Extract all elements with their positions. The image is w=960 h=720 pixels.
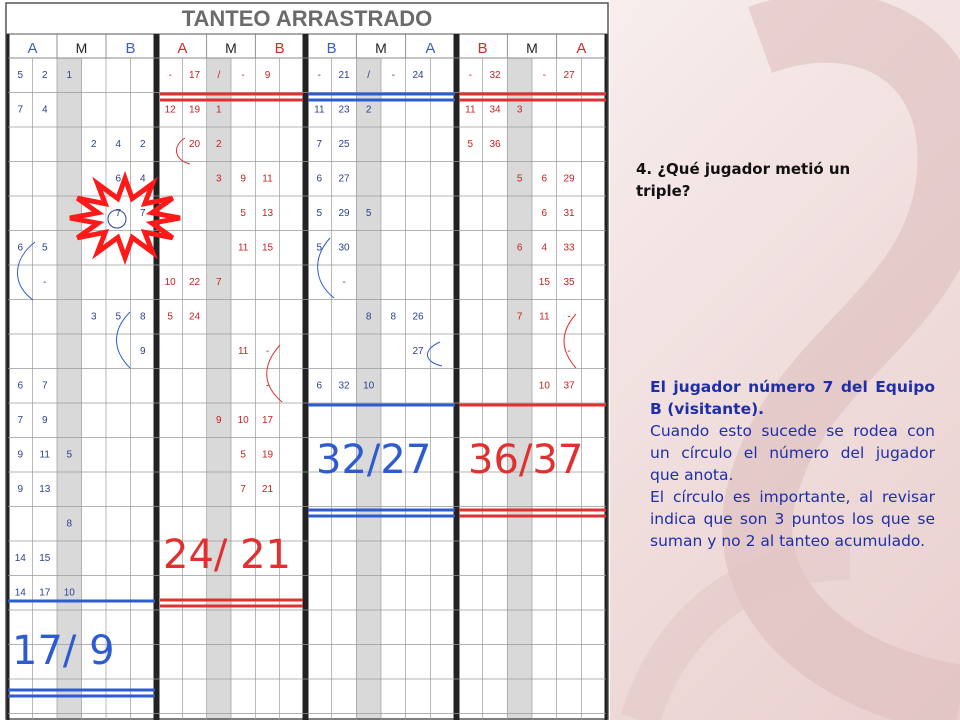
- column-header: B: [274, 40, 285, 57]
- score-cell: 10: [63, 587, 75, 599]
- score-cell: -: [317, 70, 322, 81]
- score-cell: 22: [188, 277, 201, 288]
- score-cell: 24: [412, 70, 424, 81]
- score-cell: -: [168, 70, 172, 81]
- score-cell: /: [217, 70, 221, 81]
- score-cell: 2: [139, 139, 146, 150]
- score-cell: 6: [316, 380, 323, 392]
- column-header: M: [375, 40, 387, 56]
- score-cell: 17: [39, 587, 51, 599]
- score-cell: 9: [216, 415, 222, 426]
- score-cell: 11: [237, 346, 249, 357]
- score-cell: 29: [338, 208, 350, 219]
- score-cell: 9: [139, 346, 146, 357]
- score-cell: 26: [412, 311, 424, 323]
- score-cell: 32: [489, 70, 501, 81]
- score-cell: 8: [365, 311, 372, 323]
- score-cell: -: [241, 70, 245, 81]
- score-cell: -: [391, 70, 396, 81]
- score-cell: 7: [17, 104, 24, 116]
- decorative-swirl: [610, 0, 960, 720]
- score-cell: -: [542, 70, 547, 81]
- score-cell: 5: [167, 311, 173, 323]
- column-header: A: [576, 40, 587, 57]
- score-cell: 34: [489, 104, 501, 116]
- score-cell: 35: [563, 277, 575, 288]
- score-cell: 6: [541, 173, 548, 185]
- score-cell: 7: [516, 311, 523, 323]
- score-cell: 9: [41, 415, 48, 426]
- score-cell: 8: [390, 311, 397, 323]
- score-cell: 7: [17, 415, 24, 426]
- column-header: A: [177, 40, 188, 57]
- score-cell: 11: [39, 449, 50, 461]
- score-cell: 37: [563, 380, 575, 392]
- score-cell: 30: [338, 242, 350, 254]
- score-cell: 6: [516, 242, 523, 254]
- score-cell: 6: [115, 173, 122, 185]
- score-cell: 17: [261, 415, 274, 426]
- score-cell: 11: [539, 311, 550, 323]
- score-cell: 25: [338, 139, 350, 150]
- score-cell: 3: [90, 311, 97, 323]
- score-cell: 6: [316, 173, 323, 185]
- score-cell: 9: [17, 449, 24, 461]
- score-cell: 27: [563, 70, 575, 81]
- column-header: M: [75, 40, 88, 56]
- score-cell: 7: [41, 380, 48, 392]
- score-cell: 20: [188, 139, 201, 150]
- score-cell: 1: [66, 70, 73, 81]
- score-cell: 24: [188, 311, 201, 323]
- score-cell: 6: [17, 242, 24, 254]
- score-cell: 11: [314, 104, 325, 116]
- column-header: B: [125, 40, 136, 57]
- score-cell: 15: [538, 277, 550, 288]
- score-cell: -: [567, 346, 571, 357]
- score-cell: 5: [240, 208, 246, 219]
- score-cell: 9: [17, 484, 24, 495]
- score-cell: -: [468, 70, 473, 81]
- score-cell: /: [367, 70, 371, 81]
- answer-paragraph-1: Cuando esto sucede se rodea con un círculo el número del jugador que anota.: [650, 422, 935, 484]
- score-cell: 13: [261, 208, 274, 219]
- score-cell: 4: [139, 173, 146, 185]
- score-cell: 10: [164, 277, 176, 288]
- score-cell: 10: [237, 415, 249, 426]
- m-column-shade: [207, 58, 231, 720]
- score-cell: -: [43, 277, 47, 288]
- score-cell: 19: [188, 104, 201, 116]
- m-column-shade: [507, 58, 532, 720]
- score-cell: 4: [541, 242, 548, 254]
- score-cell: 13: [39, 484, 51, 495]
- score-cell: 10: [538, 380, 550, 392]
- partial-score-d: 36/37: [468, 437, 584, 483]
- answer-paragraph-2: El círculo es importante, al revisar indica que son 3 puntos los que se suman y no 2 al tanteo acumulado.: [650, 488, 935, 550]
- score-cell: 2: [90, 139, 97, 150]
- score-cell: 5: [66, 449, 73, 461]
- score-cell: 7: [115, 208, 122, 219]
- highlight-burst-icon: [70, 178, 180, 257]
- sheet-title: TANTEO ARRASTRADO: [181, 6, 433, 31]
- score-cell: 5: [365, 208, 372, 219]
- m-column-shade: [57, 58, 82, 720]
- score-cell: 7: [216, 277, 222, 288]
- score-cell: 7: [316, 139, 323, 150]
- score-cell: 3: [516, 104, 523, 116]
- handwritten-bracket: [427, 342, 442, 366]
- score-cell: 21: [261, 484, 274, 495]
- score-cell: 5: [17, 70, 24, 81]
- score-cell: 2: [41, 70, 48, 81]
- score-cell: 15: [39, 553, 51, 564]
- score-cell: 14: [14, 553, 26, 564]
- score-cell: 19: [261, 449, 274, 461]
- score-cell: 5: [240, 449, 246, 461]
- score-cell: 10: [363, 380, 375, 392]
- score-cell: 2: [216, 139, 222, 150]
- handwritten-bracket: [564, 311, 576, 368]
- score-cell: 33: [563, 242, 575, 254]
- answer-highlight: El jugador número 7 del Equipo B (visitante).: [650, 378, 935, 418]
- score-cell: 29: [563, 173, 575, 185]
- partial-score-c: 32/27: [316, 437, 432, 483]
- score-cell: 27: [338, 173, 350, 185]
- column-header: M: [526, 40, 538, 56]
- score-cell: 27: [412, 346, 424, 357]
- score-cell: 2: [365, 104, 372, 116]
- score-cell: 8: [139, 311, 146, 323]
- score-cell: 6: [17, 380, 24, 392]
- score-cell: 17: [188, 70, 201, 81]
- score-cell: -: [342, 277, 346, 288]
- score-cell: 4: [115, 139, 122, 150]
- partial-score-a: 17/ 9: [12, 628, 115, 674]
- score-cell: 8: [66, 518, 73, 530]
- score-cell: 5: [316, 242, 323, 254]
- score-cell: 36: [489, 139, 501, 150]
- score-cell: -: [265, 346, 270, 357]
- column-header: B: [477, 40, 488, 57]
- column-header: A: [425, 40, 436, 57]
- question-text: 4. ¿Qué jugador metió un triple?: [636, 160, 851, 200]
- score-cell: 5: [316, 208, 323, 219]
- score-cell: 5: [516, 173, 523, 185]
- score-cell: 1: [216, 104, 222, 116]
- score-cell: -: [265, 380, 270, 392]
- score-cell: 21: [338, 70, 350, 81]
- score-cell: 3: [216, 173, 222, 185]
- score-cell: 12: [164, 104, 176, 116]
- score-cell: 5: [467, 139, 474, 150]
- score-cell: 5: [115, 311, 122, 323]
- score-cell: 7: [240, 484, 246, 495]
- score-cell: 7: [139, 208, 146, 219]
- score-cell: 9: [264, 70, 271, 81]
- score-cell: 11: [262, 173, 273, 185]
- partial-score-b: 24/ 21: [163, 532, 291, 578]
- score-cell: 15: [261, 242, 274, 254]
- score-cell: 32: [338, 380, 350, 392]
- column-header: B: [326, 40, 337, 57]
- score-cell: 4: [41, 104, 48, 116]
- score-cell: 14: [14, 587, 26, 599]
- score-cell: 11: [237, 242, 249, 254]
- column-header: M: [225, 40, 237, 56]
- score-cell: -: [567, 311, 571, 323]
- score-cell: 6: [541, 208, 548, 219]
- decorative-background: [610, 0, 960, 720]
- score-cell: 31: [563, 208, 575, 219]
- column-header: A: [27, 40, 38, 57]
- score-cell: 11: [465, 104, 476, 116]
- answer-block: [650, 376, 935, 552]
- score-cell: 5: [41, 242, 48, 254]
- score-cell: 9: [240, 173, 246, 185]
- score-cell: 23: [338, 104, 350, 116]
